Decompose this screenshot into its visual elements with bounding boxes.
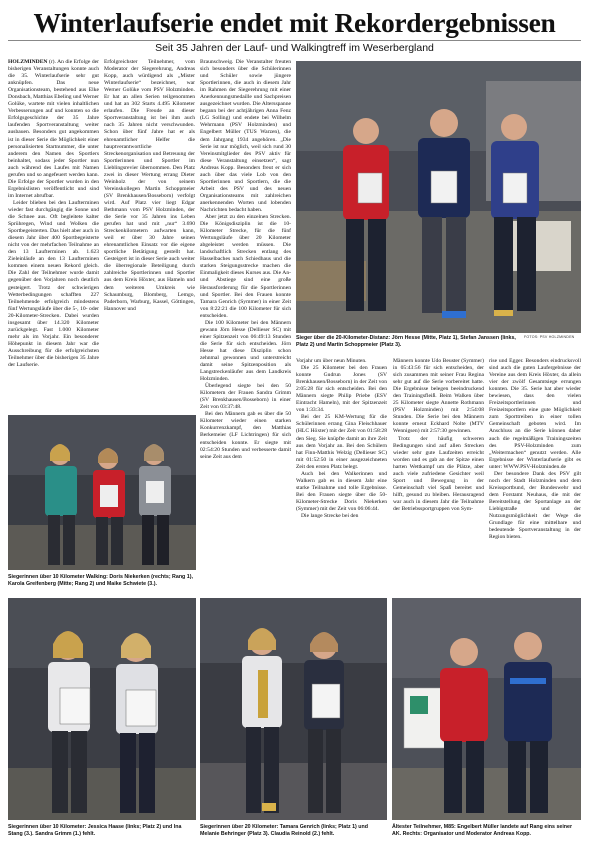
paragraph: Bei den Männern gab es über die 50 Kilometer wieder einen starken Konkurrenzkampf, den Matthias Berkemeier (LF Lichtringen) für sich entscheiden konnte. Er siegte mit 02:54:20 Stunden und verbesserte damit seine Zeit aus dem: [200, 411, 291, 460]
paragraph: Aber jetzt zu den einzelnen Strecken. Die Königsdisziplin ist die 10-Kilometer Strecke, für die fünf Wertungsläufe über 20 Kilometer abgeleistet werden müssen. Die landschaftlich Strecken entlang des Hasselbaches nach Schiedhaus und die starken Steigungsstrecke machen die Einmaligkeit dieses Kurses aus. Die An- und Abstiege sind eine große Herausforderung für die Sportlerinnen und Sportler. Bei den Frauen konnte Tamara Genrich (Symmer) in einer Zeit von 8:22:21 die 100 Kilometer für sich entscheiden.: [200, 214, 291, 319]
article-column-6: [489, 358, 581, 596]
paragraph: Vorjahr um über neun Minuten.: [296, 358, 367, 364]
paragraph: Die lange Strecke bei den: [301, 513, 359, 520]
article-column-4: [296, 358, 387, 596]
article-column-5: [393, 358, 484, 596]
photo-20km-women-winners: [200, 598, 387, 820]
caption-20km-women-winners: Siegerinnen über 20 Kilometer: Tamara Genrich (links; Platz 1) und Melanie Behringer (Platz 3). Claudia Reinold (2.) fehlt.: [200, 824, 368, 837]
paragraph: Die 100 Kilometer bei den Männern gewann Jörn Hesse (Dellieser SC) mit einer Spitzenzeit von 06:49:13 Stunden die Serie für sich entscheiden. Jörn Hesse hat diese Disziplin schon zehnmal gewonnen und unterstreicht damit seine Spitzenposition als Langstreckenläufer aus dem Landkreis Holzminden.: [200, 319, 291, 383]
caption-oldest-participant: Ältester Teilnehmer, M85: Engelbert Müller landete auf Rang eins seiner AK. Rechts: Organisator und Moderator Andreas Kopp.: [392, 824, 573, 837]
article-column-3: [200, 59, 291, 596]
headline: Winterlaufserie endet mit Rekordergebnissen: [33, 7, 556, 38]
caption-walking-winners: Siegerinnen über 10 Kilometer Walking: Doris Niekerken (rechts; Rang 1), Karola Greifenberg (Mitte; Rang 2) und Maike Schwiete (3.).: [8, 574, 193, 587]
subheadline: Seit 35 Jahren der Lauf- und Walkingtreff im Weserbergland: [155, 42, 434, 54]
paragraph: Braunschweig. Die Veranstalter freuten sich besonders über die Schülerinnen und Schüler sowie jüngere Sportlerinnen, die auch in diesem Jahr im Rahmen der Siegerehrung mit einer Anerkennungsmedaille und Sachpreisen ausgezeichnet wurden. Die Altersspanne begann bei der achtjährigen Anna Fenz (LG Solling) und endete bei Wilhelm Wehrmann (PSV Holzminden) und Engelbert Müller (TUS Warzen), die dem Jahrgang 1934 angehören. „Die Serie ist nur möglich, weil sich rund 30 Vereinsmitglieder des PSV aktiv für diese Veranstaltung einsetzen“, sagt Andreas Kopp. Besonders freut er sich auch über das viele Lob von den Sportlerinnen und Sportlern, die die Arbeit des PSV und des neuen Organisationsteams mit zahlreichen anerkennenden Worten und lobenden Nachrichten bedacht haben.: [200, 59, 291, 213]
photo-10km-winners: [8, 598, 196, 820]
paragraph: rise und Egger. Besonders eindrucksvoll sind auch die guten Laufergebnisse der Vereine aus dem Kreis Höxter, da allein vier der zwölf Gesamtsiege errungen konnten. Die 35. Serie hat aber wieder bewiesen, dass den vielen Freizeitsportlerinnen und Freizeitsportlern eine gute Möglichkeit zum Sporttreiben in einer tollen Gemeinschaft geboten wird. Im Anschluss an die Serie können daher auch die regelmäßigen Trainingszeiten des PSV-Holzminden zum „Weitermachen“ genutzt werden. Alle Ergebnisse der Winterlaufserie gibt es unter: WWW.PSV-Holzminden.de: [489, 358, 581, 470]
photo-credit: FOTOS: PSV HOLZMINDEN: [524, 335, 575, 339]
photo-walking-winners: [8, 415, 196, 570]
paragraph: Die 25 Kilometer bei den Frauen konnte Gudrun Jones (SV Brenkhausen/Bosseborn) in der Zeit von 2:05:28 für sich entscheiden. Bei den Männern siegte Philip Priebe (ESV Eintracht Hameln), mit der Spitzenzeit von 1:33:34.: [296, 365, 387, 414]
dateline: HOLZMINDEN: [8, 59, 48, 65]
paragraph: Der besondere Dank des PSV gilt noch der Stadt Holzminden und dem Kreissportbund, der Bundeswehr und dem Forstamt Neuhaus, die mit der Bereitstellung der Sportanlage an der Liebigstraße und der Nutzungsmöglichkeit der Wege die Grundlage für eine mittelbare und bedeutende Sportveranstaltung in der Region bieten.: [489, 470, 581, 541]
article-column-1: [8, 59, 99, 409]
paragraph: Erfolgreichster Teilnehmer, vom Moderator der Siegerehrung, Andreas Kopp, auch würdigend als „Mister Winterlaufserie“ bezeichnet, war Werner Golüke vom PSV Holzminden. Er hat an allen Serien teilgenommen und hat an 302 Starts 4.495 Kilometer erlaufen. Die Freude an dieser Sportveranstaltung ist bei ihm auch nach 35 Jahren nicht verschwunden. Schon über fünf Jahre hat er als ehrenamtlicher Helfer die hauptverantwortliche Streckenorganisation und Betreuung der Sportlerinnen und Sportler im Lieblingsrevier übernommen. Den Platz zwei in dieser Wertung errang Dieter Weinholz der von seinem Vereinskollegen Martin Schoppmeier (SV Brenkhausen/Bosseborn) verfolgt wird. Auf Platz vier liegt Edgar Bethmann vom PSV Holzminden, der die Serie vor 35 Jahren ins Leben gerufen hat und mit „nur“ 3.690 Streckenkilometern aufwarten kann, weil er über 30 Jahre seinen ehrenamtlichen Einsatz vor die eigene sportliche Betätigung gestellt hat. Gesteigert ist in dieser Serie auch weiter die überregionale Beteiligung durch zahlreiche Sportlerinnen und Sportler aus dem Kreis Höxter, aus Hameln und dem weiteren Umkreis wie Schaumburg, Blomberg, Lemgo, Paderborn, Warburg, Kassel, Göttingen, Hannover und: [104, 59, 195, 312]
paragraph: Männern konnte Udo Beuster (Symmer) in 05:43:56 für sich entscheiden, der sich zusammen mit seiner Frau Regina sehr gut auf die Serie vorbereitet hatte. Die Ergebnisse belegen beeindruckend den Trainingsfleiß. Beim Walken über 25 Kilometer siegte Annette Rothmann (PSV Holzminden) mit 2:54:08 Stunden. Die Serie bei den Männern konnte erneut Eckhard Nolte (MTV Wennigsen) mit 2:57:30 gewinnen.: [393, 358, 484, 435]
paragraph: Überlegend siegte bei den 50 Kilometern der Frauen Sandra Grimm (SV Brenkhausen/Bosseborn) in einer Zeit von 03:37:48.: [200, 383, 291, 411]
photo-oldest-participant: [392, 598, 581, 820]
paragraph: Trotz der häufig schweren Bedingungen sind auf allen Strecken wieder sehr gute Laufzeiten erreicht worden und es gab an der Spitze einen harten Wettkampf um die Plätze, aber auch viele zufriedene Gesichter weil Sport und Bewegung in der Gemeinschaft viel Spaß bereitet und hilft, gesund zu bleiben. Herausragend war auch in diesem Jahr die Teilnahme der Betriebssportgruppen von Sym-: [393, 435, 484, 512]
caption-10km-winners: Siegerinnen über 10 Kilometer: Jessica Haase (links; Platz 2) und Ina Stang (3.). Sandra Grimm (1.) fehlt.: [8, 824, 182, 837]
paragraph: (r). An die Erfolge der bisherigen Veranstaltungen konnte auch die 35. Winterlaufserie sehr gut anknüpfen. Das neue Organisationsteam, bestehend aus Elke Donsbach, Matthias Ebeling und Werner Golüke, wartete mit vielen inhaltlichen Verbesserungen auf und konnten so die Erfolgsgeschichte der 35 Jahre laufenden Sportveranstaltung weiter ausbauen. Besonders gut angekommen ist in dieser Serie die Möglichkeit einer personalisierten Startnummer, die unter anderem den Namen des Sportlers beinhaltet, sodass jeder Sportler nun auch während des Laufes mit Namen gerufen und so angefeuert werden kann. Die Erfolge der Sportler wurden in den Ergebnislisten veröffentlicht und sind im Internet abrufbar.: [8, 59, 99, 199]
photo-20km-winners: [296, 61, 581, 333]
paragraph: Bei der 25 KM-Wertung für die Schülerinnen errang Gina Fleischhauer (HLC Höxter) mit der Zeit von 01:58:28 den Sieg. Sie knüpfte damit an ihre Zeit aus dem Vorjahr an. Bei den Schülern hat Finn-Matthis Welzig (Dellieser SC) mit 01:52:50 in einer ausgezeichneten Zeit den ersten Platz belegt.: [296, 414, 387, 470]
paragraph: Auch bei den Walkerinnen und Walkern gab es in diesem Jahr eine starke Teilnahme und tolle Ergebnisse. Bei den Frauen siegte über die 50-Kilometer-Strecke Doris Niekerken (Symmer) mit der Zeit von 06:06:44.: [296, 470, 387, 512]
article-column-2: [104, 59, 195, 409]
paragraph: Leider blieben bei den Laufterminen wieder fast durchgängig die Sonne und die Schnee aus. Oft begleitete kalter Sprühregen, Wind und Wolken die Sportbegeisterten. Das hielt aber auch in diesem Jahr über 400 Sportbegeisterte nicht von der mehrfachen Teilnahme an den 13 Laufterminen ab. 1.623 Zieleinläufe an den 13 Laufterminen kommen einem neuen Rekord gleich. Die Zahl der Teilnehmer wurde damit gegenüber den Vorjahren noch deutlich gesteigert. Trotz der schwierigen Wetterbedingungen schafften 227 Teilnehmende erfolgreich mindestens fünf Wertungsläufe über die 5-, 10- oder 20-Kilometer-Strecken. Dabei wurden insgesamt über 14.320 Kilometer zurückgelegt. Fast 1.000 Kilometer mehr als im Vorjahr. Ein besonderer Höhepunkt in diesem Jahr war die Ausschreibung für die erfolgreichsten Teilnehmer über die bisherigen 35 Jahre der Laufserie.: [8, 199, 99, 369]
caption-20km-winners: Sieger über die 20-Kilometer-Distanz: Jörn Hesse (Mitte, Platz 1), Stefan Janssen (links, Platz 2) und Martin Schoppmeier (Platz 3).: [296, 335, 516, 348]
